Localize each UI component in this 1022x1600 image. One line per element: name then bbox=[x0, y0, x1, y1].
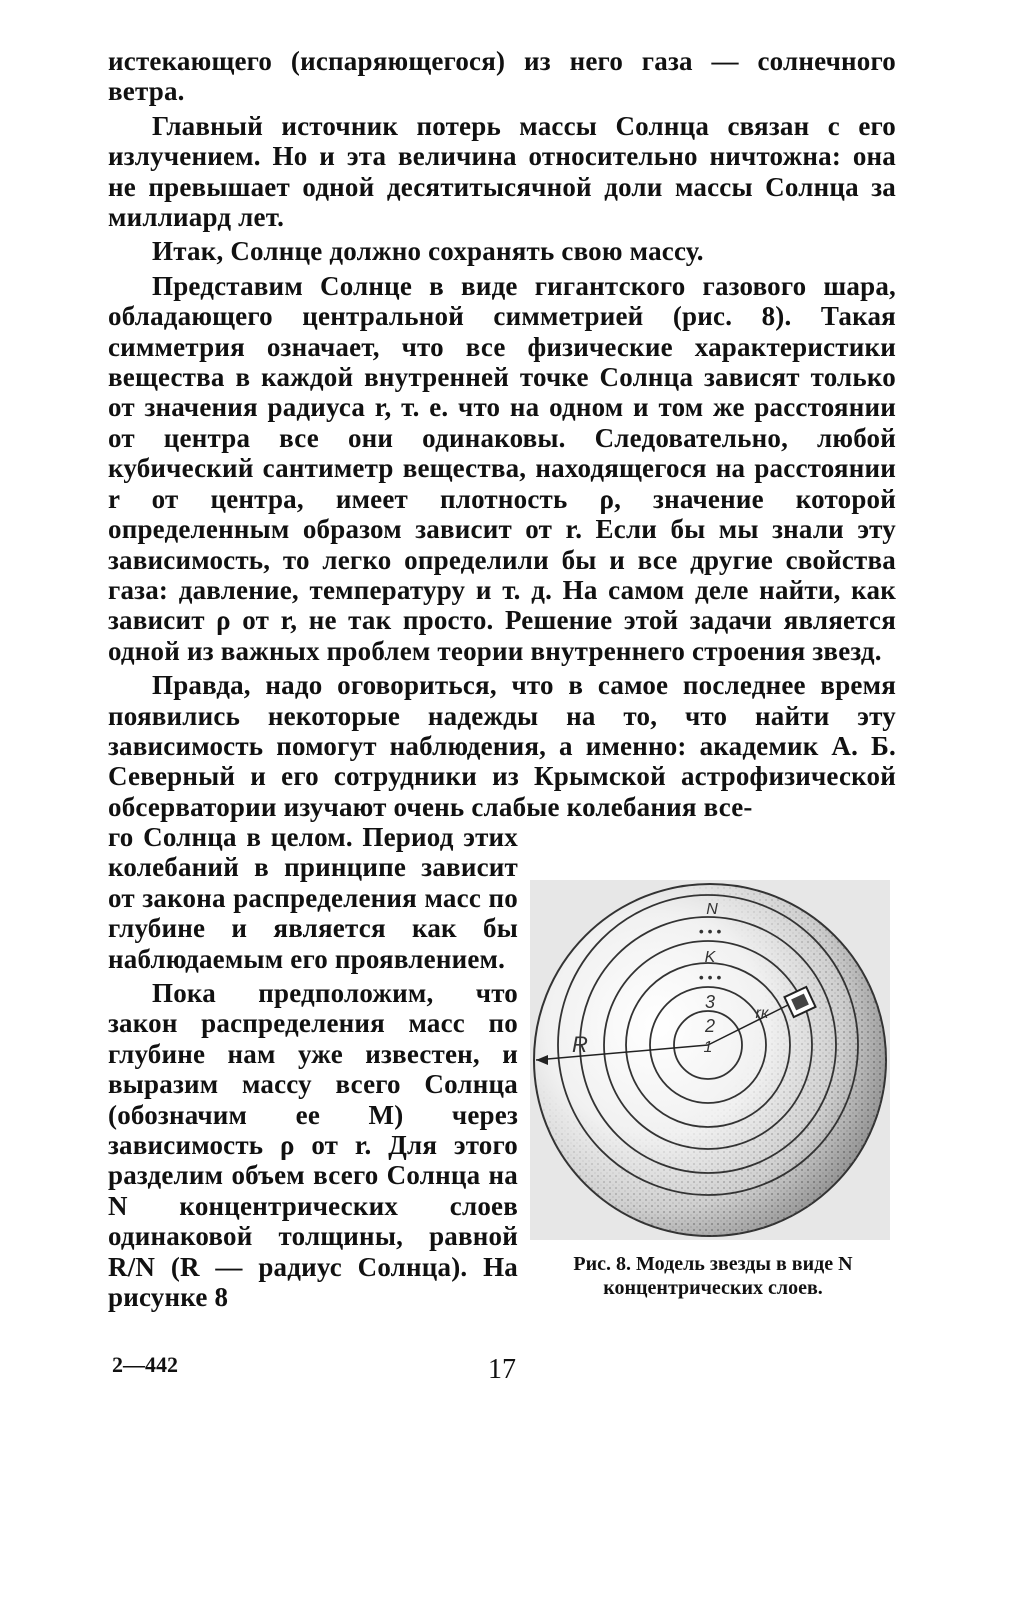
label-3: 3 bbox=[704, 992, 716, 1012]
paragraph-symmetry: Представим Солнце в виде гигантского газового шара, обладающего центральной симметрией (рис. 8). Такая симметрия означает, что все физические характеристики вещества в каждой внутренней точке Солнца зависят только от значения радиуса r, т. е. что на одном и том же расстоянии от центра все они одинаковы. Следовательно, любой кубический сантиметр вещества, находящегося на расстоянии r от центра, имеет плотность ρ, значение которой определенным образом зависит от r. Если бы мы знали эту зависимость, то легко определили бы и все другие свойства газа: давление, температуру и т. д. На самом деле найти, как зависит ρ от r, не так просто. Решение этой задачи является одной из важных проблем теории внутреннего строения звезд. bbox=[108, 270, 896, 666]
label-1: 1 bbox=[703, 1039, 713, 1056]
label-rk: rк bbox=[755, 1005, 769, 1022]
label-n: N bbox=[706, 901, 718, 918]
text-column-left bbox=[108, 822, 518, 1313]
label-radius: R bbox=[572, 1032, 588, 1057]
text-column-top bbox=[108, 46, 896, 822]
star-layers-diagram bbox=[530, 880, 890, 1240]
figure-caption: Рис. 8. Модель звезды в виде N концентрических слоев. bbox=[573, 1253, 853, 1299]
dots-upper: • • • bbox=[698, 923, 722, 939]
paragraph-oscillations: го Солнца в целом. Период этих колебаний в принципе зависит от закона распределения масс по глубине и является как бы наблюдаемым его проявлением. bbox=[108, 822, 518, 974]
label-k: K bbox=[704, 949, 716, 966]
paragraph-conclusion: Итак, Солнце должно сохранять свою массу. bbox=[152, 236, 704, 267]
paragraph-layers: Пока предположим, что закон распределения масс по глубине нам уже известен, и выразим массу всего Солнца (обозначим ее M) через зависимость ρ от r. Для этого разделим объем всего Солнца на N концентрических слоев одинаковой толщины, равной R/N (R — радиус Солнца). На рисунке 8 bbox=[108, 978, 518, 1313]
label-2: 2 bbox=[704, 1016, 716, 1036]
paragraph-continuation: истекающего (испаряющегося) из него газа — солнечного ветра. bbox=[108, 46, 896, 107]
printer-signature: 2—442 bbox=[112, 1352, 178, 1377]
page-number: 17 bbox=[488, 1354, 516, 1385]
paragraph-observations: Правда, надо оговориться, что в самое последнее время появились некоторые надежды на то, что найти эту зависимость помогут наблюдения, а именно: академик А. Б. Северный и его сотрудники из Крымской астрофизической обсерватории изучают очень слабые колебания все- bbox=[108, 670, 896, 822]
paragraph-mass-loss: Главный источник потерь массы Солнца связан с его излучением. Но и эта величина относительно ничтожна: она не превышает одной десятитысячной доли массы Солнца за миллиард лет. bbox=[108, 110, 896, 233]
star-layers-figure bbox=[530, 880, 890, 1240]
dots-lower: • • • bbox=[698, 969, 722, 985]
